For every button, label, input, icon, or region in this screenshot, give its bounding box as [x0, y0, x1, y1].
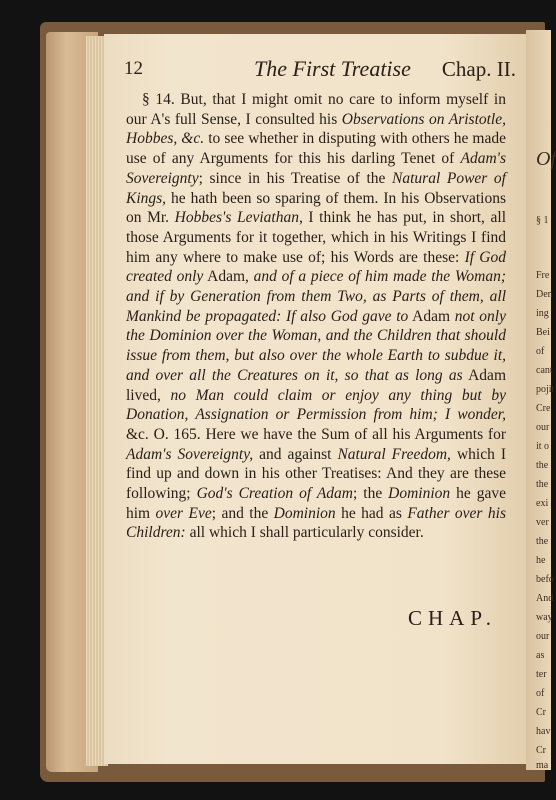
- italic-run: Father over his Children:: [126, 504, 506, 542]
- text-run: all which I shall particularly consider.: [185, 524, 424, 542]
- facing-page-edge: [526, 30, 556, 771]
- running-title: The First Treatise: [254, 56, 411, 81]
- facing-page-fragment: exi: [536, 498, 549, 509]
- text-run: ; and the: [211, 504, 274, 522]
- facing-page-fragment: ter: [536, 669, 547, 680]
- text-run: and against: [253, 445, 338, 463]
- italic-run: Natural Power of Kings,: [126, 169, 506, 207]
- facing-page-fragment: Cr: [536, 745, 546, 756]
- text-run: § 14. But, that I might omit no care to inform myself in our A's full Sense, I consulted his: [126, 91, 506, 128]
- italic-run: Adam's Sovereignty,: [126, 445, 254, 463]
- italic-run: Dominion: [273, 504, 336, 522]
- text-run: Adam,: [203, 268, 254, 286]
- facing-page-fragment: way: [536, 612, 553, 623]
- facing-page-fragment: our: [536, 631, 550, 642]
- italic-run: over Eve: [155, 504, 212, 522]
- facing-page-fragment: Den: [536, 289, 553, 300]
- facing-page-fragment: it o: [536, 441, 550, 452]
- italic-run: Adam's Sovereignty: [126, 150, 506, 187]
- text-run: he had as: [335, 504, 408, 522]
- facing-page-fragment: pojit: [536, 384, 555, 395]
- facing-page-fragment: Bei: [536, 327, 550, 338]
- facing-page-fragment: the: [536, 460, 549, 471]
- facing-page-fragment: And: [536, 593, 554, 604]
- page-header: [124, 56, 516, 84]
- text-run: &c. O. 165. Here we have the Sum of all his Arguments for: [126, 425, 506, 443]
- text-run: I think he has put, in short, all those Arguments for it together, which in his Writings I find him any where to make use of; his Words are these:: [126, 209, 506, 266]
- facing-page-fragment: he: [536, 555, 546, 566]
- facing-page-fragment: ma: [536, 760, 549, 771]
- facing-page-fragment: the: [536, 479, 549, 490]
- facing-page-fragment: our: [536, 422, 550, 433]
- text-run: he gave him: [126, 485, 506, 522]
- facing-page-fragment: ver: [536, 517, 549, 528]
- facing-page-fragment: Cre: [536, 403, 551, 414]
- italic-run: If God created only: [126, 248, 506, 286]
- page-number: 12: [124, 58, 143, 79]
- facing-page-fragment: § 1: [536, 215, 549, 226]
- text-run: to see whether in disputing with others he made use of any Arguments for this his darling Tenet of: [126, 130, 506, 168]
- paragraph-section-14: [126, 90, 506, 543]
- text-run: Adam: [408, 307, 455, 325]
- facing-page-fragment: befo: [536, 574, 554, 585]
- text-run: ; the: [352, 485, 389, 503]
- italic-run: Observations on Aristotle, Hobbes, &c.: [126, 110, 506, 148]
- text-run: ; since in his Treatise of the: [198, 169, 393, 187]
- text-run: Adam lived,: [126, 366, 506, 404]
- italic-run: not only the Dominion over the Woman, and the Children that should issue from them, but also over the whole Earth to subdue it, and over all the Creatures on it, so that as long as: [126, 307, 506, 384]
- italic-run: no Man could claim or enjoy any thing but by Donation, Assignation or Permission from him; I wonder,: [126, 386, 506, 424]
- facing-page-fragment: Of: [536, 148, 556, 170]
- text-run: which I find up and down in his other Treatises: And they are these following;: [126, 445, 506, 503]
- facing-page-fragment: hav: [536, 726, 551, 737]
- text-run: he hath been so sparing of them. In his Observations on Mr.: [126, 189, 506, 227]
- italic-run: Dominion: [388, 485, 451, 503]
- italic-run: God's Creation of Adam: [196, 485, 353, 503]
- facing-page-fragment: ing: [536, 308, 549, 319]
- italic-run: Natural Freedom,: [337, 445, 451, 463]
- italic-run: Hobbes's Leviathan,: [174, 209, 303, 227]
- chapter-label: Chap. II.: [441, 57, 516, 81]
- facing-page-fragment: cant: [536, 365, 553, 376]
- catchword: CHAP.: [408, 606, 497, 630]
- facing-page-fragment: the: [536, 536, 549, 547]
- body-text: [126, 90, 506, 543]
- facing-page-fragment: of: [536, 688, 545, 699]
- facing-page-fragment: of: [536, 346, 545, 357]
- facing-page-fragment: Cr: [536, 707, 546, 718]
- facing-page-fragment: as: [536, 650, 545, 661]
- italic-run: and of a piece of him made the Woman; and if by Generation from them Two, as Parts of them, all Mankind be propagated: If also God gave to: [126, 268, 506, 325]
- facing-page-fragment: Fre: [536, 270, 550, 281]
